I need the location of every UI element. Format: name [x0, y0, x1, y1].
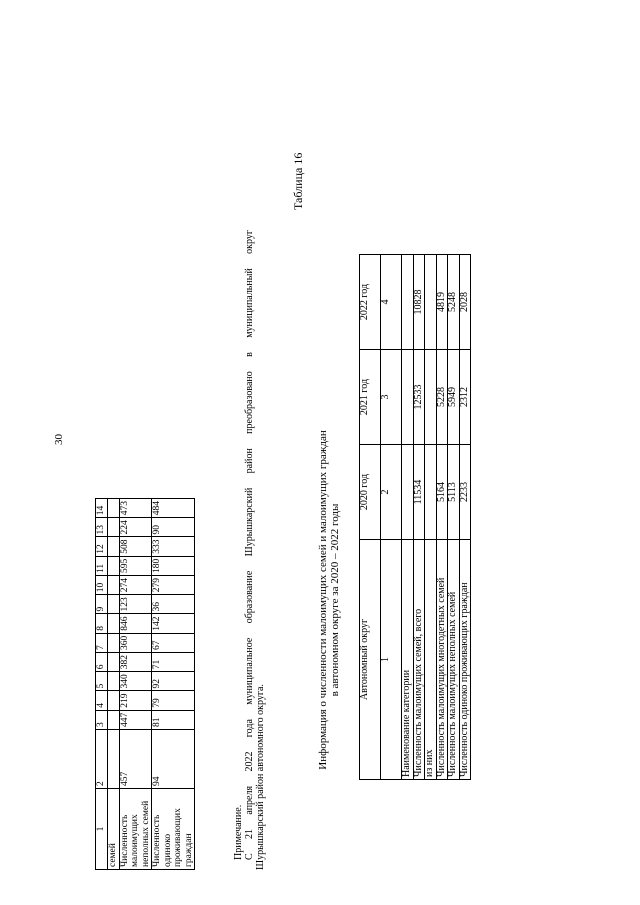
- table-cell: 5228: [436, 350, 448, 445]
- poverty-statistics-table: [359, 254, 471, 780]
- table-cell: [108, 518, 120, 537]
- row-label: Численность одиноко проживающих граждан: [459, 540, 471, 780]
- table-cell: [402, 350, 414, 445]
- table-cell: 595: [119, 556, 152, 575]
- table-cell: 2233: [459, 445, 471, 540]
- column-header: 2022 год: [360, 255, 381, 350]
- table-cell: [108, 576, 120, 595]
- table-cell: [425, 445, 437, 540]
- table-row: [402, 255, 414, 780]
- table-cell: 92: [152, 672, 195, 691]
- column-number: 3: [96, 710, 108, 729]
- table-cell: [425, 350, 437, 445]
- column-number: 13: [96, 518, 108, 537]
- table-cell: 333: [152, 537, 195, 556]
- table-cell: 279: [152, 576, 195, 595]
- table-cell: 71: [152, 653, 195, 672]
- table-cell: 5949: [448, 350, 460, 445]
- column-number: 4: [96, 691, 108, 710]
- table-cell: 94: [152, 730, 195, 789]
- table-header-row: [360, 255, 381, 780]
- row-label: Численность одиноко проживающих граждан: [152, 789, 195, 870]
- table-cell: 5113: [448, 445, 460, 540]
- column-number-row: [381, 255, 402, 780]
- table-cell: 79: [152, 691, 195, 710]
- column-number: 3: [381, 350, 402, 445]
- column-number: 14: [96, 499, 108, 518]
- table-cell: [108, 710, 120, 729]
- table-cell: 219: [119, 691, 152, 710]
- table-cell: 340: [119, 672, 152, 691]
- column-header: Автономный округ: [360, 540, 381, 780]
- column-number: 2: [96, 730, 108, 789]
- table-cell: 360: [119, 633, 152, 652]
- table-row: [413, 255, 425, 780]
- table-cell: 90: [152, 518, 195, 537]
- row-label: Численность малоимущих неполных семей: [448, 540, 460, 780]
- table-title: [317, 390, 341, 810]
- column-number: 6: [96, 653, 108, 672]
- column-number: 9: [96, 595, 108, 614]
- column-number: 1: [381, 540, 402, 780]
- table-row: [448, 255, 460, 780]
- table-cell: 473: [119, 499, 152, 518]
- table-cell: [108, 537, 120, 556]
- table-cell: 5164: [436, 445, 448, 540]
- table-row: [119, 499, 152, 870]
- title-line: Информация о численности малоимущих семей и малоимущих граждан: [317, 430, 329, 770]
- table-cell: 12533: [413, 350, 425, 445]
- table-cell: [108, 672, 120, 691]
- table-cell: [108, 556, 120, 575]
- footnote: [233, 230, 266, 870]
- column-number: 5: [96, 672, 108, 691]
- table-cell: [108, 499, 120, 518]
- column-number: 12: [96, 537, 108, 556]
- table-row: [436, 255, 448, 780]
- row-label: Численность малоимущих неполных семей: [119, 789, 152, 870]
- table-cell: [108, 614, 120, 633]
- column-number: 2: [381, 445, 402, 540]
- table-cell: 846: [119, 614, 152, 633]
- table-cell: 4819: [436, 255, 448, 350]
- table-cell: [108, 595, 120, 614]
- table-cell: [108, 691, 120, 710]
- footnote-text: С 21 апреля 2022 года муниципальное образование Шурышкарский район преобразовано в муниципальный округ: [244, 230, 255, 860]
- table-cell: 11534: [413, 445, 425, 540]
- table-cell: 224: [119, 518, 152, 537]
- table-cell: 274: [119, 576, 152, 595]
- column-number: 1: [96, 789, 108, 870]
- row-label: Наименование категории: [402, 540, 414, 780]
- table-cell: 2312: [459, 350, 471, 445]
- table-cell: 180: [152, 556, 195, 575]
- table-cell: 447: [119, 710, 152, 729]
- column-number: 7: [96, 633, 108, 652]
- table-row: [152, 499, 195, 870]
- table-cell: 5248: [448, 255, 460, 350]
- column-number: 10: [96, 576, 108, 595]
- table-cell: 508: [119, 537, 152, 556]
- row-label: из них: [425, 540, 437, 780]
- table-cell: 67: [152, 633, 195, 652]
- table-cell: [108, 653, 120, 672]
- table-row: [108, 499, 120, 870]
- table-cell: 10828: [413, 255, 425, 350]
- column-header: 2021 год: [360, 350, 381, 445]
- page-number: 30: [53, 434, 65, 445]
- column-number: 4: [381, 255, 402, 350]
- table-cell: [108, 633, 120, 652]
- table-header-row: [96, 499, 108, 870]
- table-cell: [108, 730, 120, 789]
- rotated-page-content: [95, 25, 640, 870]
- column-number: 8: [96, 614, 108, 633]
- table-cell: 484: [152, 499, 195, 518]
- table-label: Таблица 16: [291, 152, 305, 210]
- table-cell: 382: [119, 653, 152, 672]
- table-cell: 2028: [459, 255, 471, 350]
- footnote-title: Примечание.: [233, 804, 244, 860]
- table-row: [459, 255, 471, 780]
- footnote-text: Шурышкарский район автономного округа.: [255, 684, 266, 870]
- table-cell: [402, 255, 414, 350]
- table-row: [425, 255, 437, 780]
- row-label: Численность малоимущих семей, всего: [413, 540, 425, 780]
- column-number: 11: [96, 556, 108, 575]
- table-cell: 142: [152, 614, 195, 633]
- table-cell: 36: [152, 595, 195, 614]
- row-label: семей: [108, 789, 120, 870]
- table-cell: [402, 445, 414, 540]
- row-label: Численность малоимущих многодетных семей: [436, 540, 448, 780]
- continued-statistics-table: [95, 498, 195, 870]
- column-header: 2020 год: [360, 445, 381, 540]
- table-cell: [425, 255, 437, 350]
- table-cell: 123: [119, 595, 152, 614]
- table-cell: 81: [152, 710, 195, 729]
- title-line: в автономном округе за 2020 – 2022 годы: [329, 503, 341, 697]
- table-cell: 457: [119, 730, 152, 789]
